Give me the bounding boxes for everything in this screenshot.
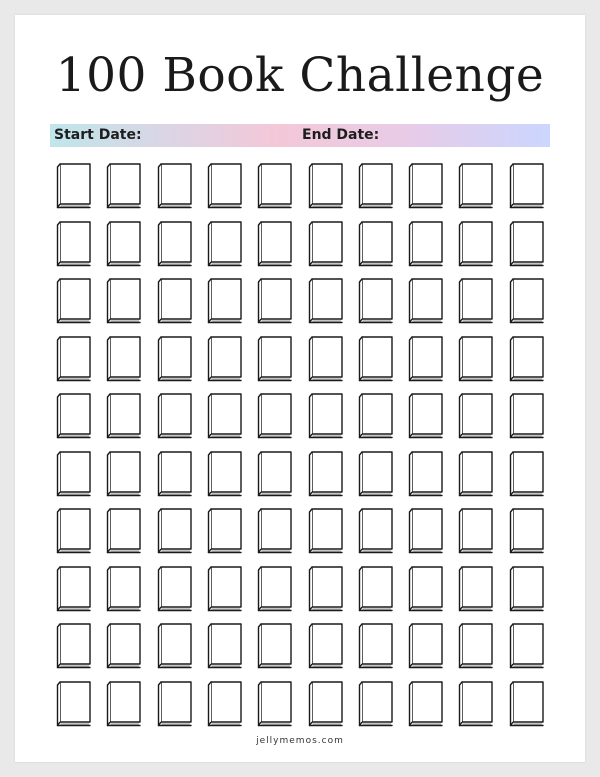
book-icon [357, 277, 395, 326]
book-icon [55, 565, 93, 614]
book-icon [55, 680, 93, 729]
book-icon [457, 277, 495, 326]
book-icon [357, 565, 395, 614]
book-icon [105, 220, 143, 269]
book-icon [206, 507, 244, 556]
book-icon [508, 565, 546, 614]
start-date-label: Start Date: [54, 127, 142, 143]
book-icon [256, 220, 294, 269]
book-icon [407, 680, 445, 729]
book-icon [457, 335, 495, 384]
book-icon [156, 622, 194, 671]
book-icon [508, 680, 546, 729]
book-icon [407, 565, 445, 614]
book-icon [307, 507, 345, 556]
book-icon [105, 335, 143, 384]
book-icon [457, 220, 495, 269]
book-icon [407, 277, 445, 326]
end-date-label: End Date: [302, 127, 380, 143]
book-icon [105, 622, 143, 671]
book-icon [206, 220, 244, 269]
book-icon [407, 335, 445, 384]
book-icon [256, 622, 294, 671]
book-icon [256, 507, 294, 556]
footer-website: jellymemos.com [256, 736, 344, 746]
book-icon [256, 392, 294, 441]
book-icon [206, 450, 244, 499]
book-icon [105, 450, 143, 499]
date-bar [50, 124, 550, 147]
book-icon [508, 392, 546, 441]
book-icon [508, 622, 546, 671]
book-icon [457, 680, 495, 729]
book-icon [55, 507, 93, 556]
book-icon [508, 277, 546, 326]
book-icon [508, 507, 546, 556]
book-icon [307, 622, 345, 671]
book-icon [307, 565, 345, 614]
book-icon [105, 565, 143, 614]
book-icon [105, 392, 143, 441]
book-icon [457, 565, 495, 614]
book-icon [357, 622, 395, 671]
book-icon [457, 507, 495, 556]
book-icon [307, 335, 345, 384]
book-icon [156, 392, 194, 441]
book-icon [357, 507, 395, 556]
book-icon [105, 162, 143, 211]
book-icon [206, 392, 244, 441]
book-icon [307, 277, 345, 326]
book-icon [357, 220, 395, 269]
book-icon [156, 277, 194, 326]
book-icon [105, 507, 143, 556]
book-icon [105, 277, 143, 326]
book-icon [357, 162, 395, 211]
book-icon [156, 162, 194, 211]
book-icon [407, 507, 445, 556]
book-icon [156, 220, 194, 269]
book-icon [457, 392, 495, 441]
book-icon [307, 220, 345, 269]
book-icon [206, 162, 244, 211]
book-icon [307, 680, 345, 729]
book-icon [55, 622, 93, 671]
book-icon [55, 392, 93, 441]
book-icon [407, 162, 445, 211]
book-icon [206, 680, 244, 729]
book-icon [156, 680, 194, 729]
book-icon [457, 450, 495, 499]
book-icon [357, 392, 395, 441]
book-grid [55, 162, 546, 728]
book-icon [407, 392, 445, 441]
book-icon [508, 450, 546, 499]
book-icon [206, 335, 244, 384]
book-icon [156, 565, 194, 614]
book-icon [256, 335, 294, 384]
book-icon [156, 507, 194, 556]
book-icon [307, 162, 345, 211]
book-icon [457, 622, 495, 671]
book-icon [357, 450, 395, 499]
book-icon [256, 565, 294, 614]
book-icon [256, 680, 294, 729]
book-icon [407, 450, 445, 499]
book-icon [407, 622, 445, 671]
book-icon [508, 220, 546, 269]
page-title: 100 Book Challenge [55, 48, 545, 103]
book-icon [457, 162, 495, 211]
book-icon [206, 277, 244, 326]
book-icon [256, 450, 294, 499]
book-icon [55, 450, 93, 499]
book-icon [156, 450, 194, 499]
book-icon [105, 680, 143, 729]
book-icon [206, 622, 244, 671]
book-icon [156, 335, 194, 384]
book-icon [307, 392, 345, 441]
book-icon [357, 335, 395, 384]
book-icon [307, 450, 345, 499]
book-icon [55, 220, 93, 269]
book-icon [357, 680, 395, 729]
book-icon [206, 565, 244, 614]
book-icon [508, 335, 546, 384]
book-icon [256, 277, 294, 326]
book-icon [407, 220, 445, 269]
book-icon [55, 335, 93, 384]
book-icon [256, 162, 294, 211]
book-icon [55, 162, 93, 211]
book-icon [55, 277, 93, 326]
book-icon [508, 162, 546, 211]
